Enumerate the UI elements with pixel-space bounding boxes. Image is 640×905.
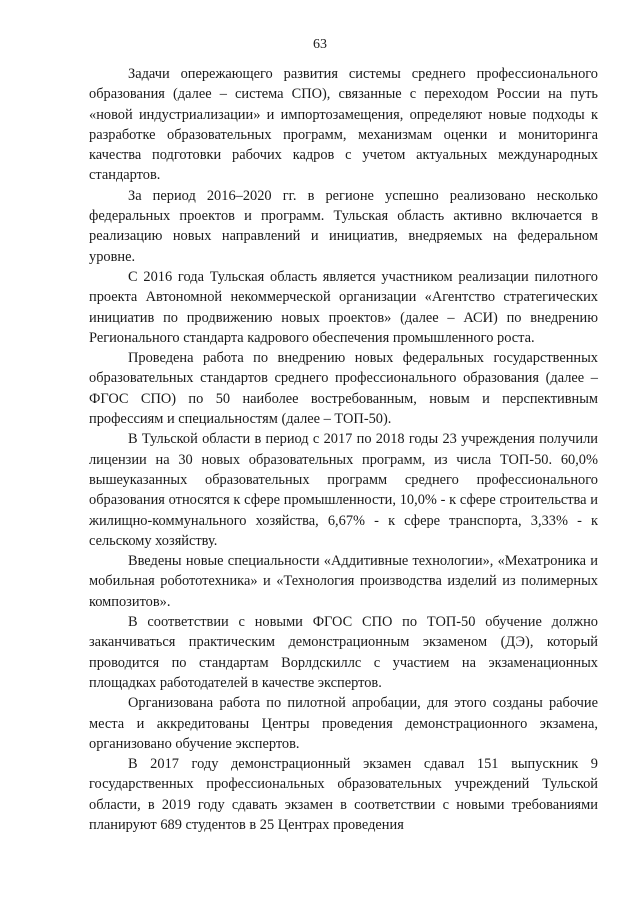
paragraph-exam-statistics: В 2017 году демонстрационный экзамен сдавал 151 выпускник 9 государственных профессиональных образовательных учреждений Тульской области, в 2019 году сдавать экзамен в соответствии с новыми требованиями планируют 689 студентов в 25 Центрах проведения bbox=[89, 756, 598, 833]
paragraph-demo-exam: В соответствии с новыми ФГОС СПО по ТОП-50 обучение должно заканчиваться практическим демонстрационным экзаменом (ДЭ), который проводится по стандартам Ворлдскиллс с участием на экзаменационных площадках работодателей в качестве экспертов. bbox=[89, 614, 598, 691]
paragraph-new-specialties: Введены новые специальности «Аддитивные технологии», «Мехатроника и мобильная робототехника» и «Технология производства изделий из полимерных композитов». bbox=[89, 553, 598, 610]
page-number: 63 bbox=[313, 37, 327, 52]
paragraph-licenses: В Тульской области в период с 2017 по 2018 годы 23 учреждения получили лицензии на 30 новых образовательных программ, из числа ТОП-50. 60,0% вышеуказанных образовательных программ среднего профессионального образования относятся к сфере промышленности, 10,0% - к сфере строительства и жилищно-коммунального хозяйства, 6,67% - к сфере транспорта, 3,33% - к сельскому хозяйству. bbox=[89, 431, 598, 549]
paragraph-pilot-approbation: Организована работа по пилотной апробации, для этого созданы рабочие места и аккредитованы Центры проведения демонстрационного экзамена, организовано обучение экспертов. bbox=[89, 695, 598, 752]
document-body bbox=[89, 64, 598, 835]
paragraph-fgos-top50: Проведена работа по внедрению новых федеральных государственных образовательных стандартов среднего профессионального образования (далее – ФГОС СПО) по 50 наиболее востребованным, новым и перспективным профессиям и специальностям (далее – ТОП-50). bbox=[89, 350, 598, 428]
paragraph-federal-projects: За период 2016–2020 гг. в регионе успешно реализовано несколько федеральных проектов и программ. Тульская область активно включается в реализацию новых направлений и инициатив, внедряемых на федеральном уровне. bbox=[89, 187, 598, 265]
paragraph-asi-pilot: С 2016 года Тульская область является участником реализации пилотного проекта Автономной некоммерческой организации «Агентство стратегических инициатив по продвижению новых проектов» (далее – АСИ) по внедрению Регионального стандарта кадрового обеспечения промышленного роста. bbox=[89, 268, 598, 346]
paragraph-spo-tasks: Задачи опережающего развития системы среднего профессионального образования (далее – система СПО), связанные с переходом России на путь «новой индустриализации» и импортозамещения, определяют новые подходы к разработке образовательных программ, механизмам оценки и мониторинга качества подготовки рабочих кадров с учетом актуальных международных стандартов. bbox=[89, 66, 598, 184]
